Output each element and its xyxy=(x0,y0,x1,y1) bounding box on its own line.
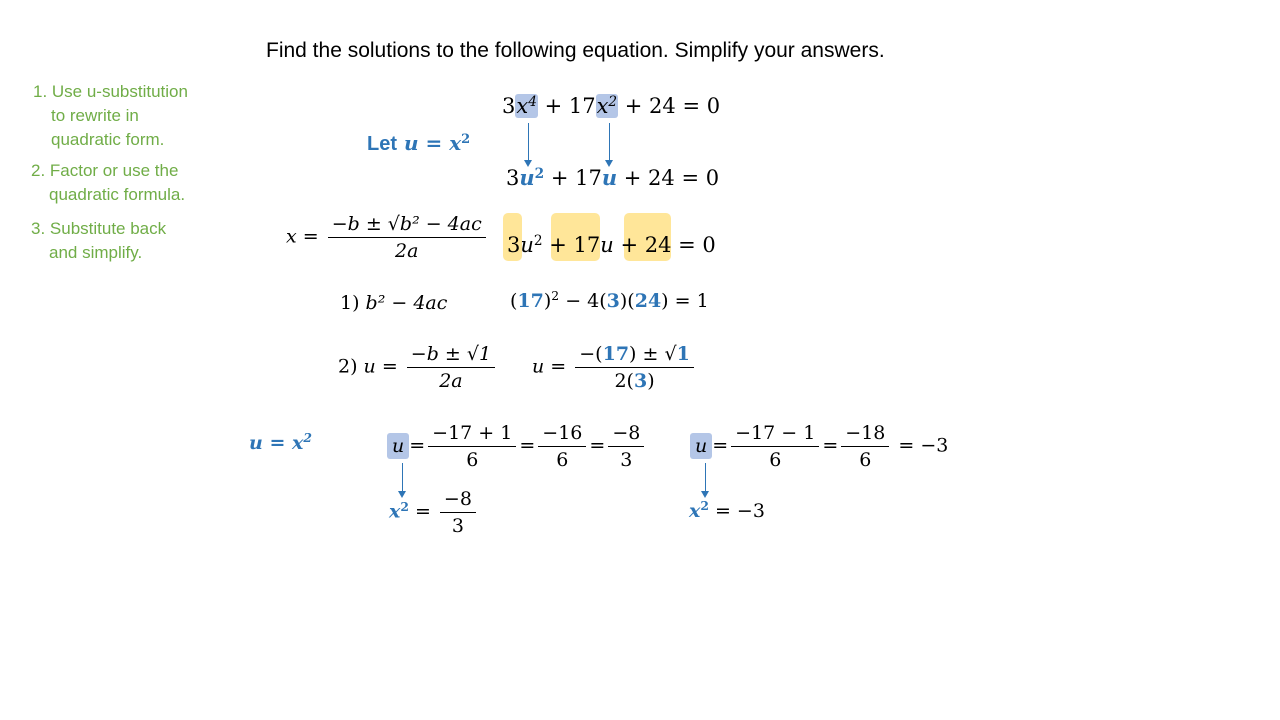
substitution-label: Let $u = x^2$ xyxy=(367,131,471,155)
solution-2-u: u = $\frac{-17 - 1}{6}$ = $\frac{-18}{6}$ = −3 xyxy=(690,422,948,471)
step-1-line-1: 1. Use u-substitution xyxy=(33,82,188,101)
arrow-down-icon xyxy=(609,123,610,160)
step-1-line-2: to rewrite in xyxy=(51,106,139,125)
back-substitution-label: $u = x^2$ xyxy=(249,430,312,454)
highlight-x4: $x^4$ xyxy=(516,93,537,118)
u-formula: 2) u = $\frac{-b \pm √1}{2a}$ xyxy=(338,343,498,392)
step-2-line-1: 2. Factor or use the xyxy=(31,161,179,180)
arrow-down-icon xyxy=(705,463,706,491)
original-equation: $3x^4 + 17x^2 + 24 = 0$ xyxy=(502,93,721,118)
step-2 xyxy=(31,159,185,207)
labeled-equation: $3u^2 + 17u + 24 = 0$ xyxy=(507,232,716,257)
step-1-line-3: quadratic form. xyxy=(51,130,165,149)
quadratic-formula: x = $\frac{\text{−b ± √b² − 4ac}}{2a}$ xyxy=(286,213,489,262)
u-formula-substituted: u = $\frac{-(17) \pm √1}{2(3)}$ xyxy=(532,343,697,392)
discriminant-formula: 1) b² − 4ac xyxy=(340,292,448,314)
step-1 xyxy=(33,80,188,152)
problem-title: Find the solutions to the following equation. Simplify your answers. xyxy=(266,39,885,62)
step-2-line-2: quadratic formula. xyxy=(49,185,186,204)
solution-2-x: $x^2 = -3$ xyxy=(689,498,765,522)
highlight-x2: $x^2$ xyxy=(596,93,618,118)
solution-1-u: u = $\frac{-17 + 1}{6}$ = $\frac{-16}{6}$ = $\frac{-8}{3}$ xyxy=(387,422,647,471)
step-3-line-2: and simplify. xyxy=(49,243,143,262)
arrow-down-icon xyxy=(528,123,529,160)
discriminant-evaluation: $(17)^2 - 4(3)(24) = 1$ xyxy=(510,289,709,312)
u-form-equation: $3u^2 + 17u + 24 = 0$ xyxy=(506,165,720,190)
highlight-u: u xyxy=(387,433,409,459)
step-3-line-1: 3. Substitute back xyxy=(31,219,167,238)
arrow-down-icon xyxy=(402,463,403,491)
step-3 xyxy=(31,217,166,265)
solution-1-x: $x^2$ = $\frac{-8}{3}$ xyxy=(389,488,479,537)
highlight-u: u xyxy=(690,433,712,459)
